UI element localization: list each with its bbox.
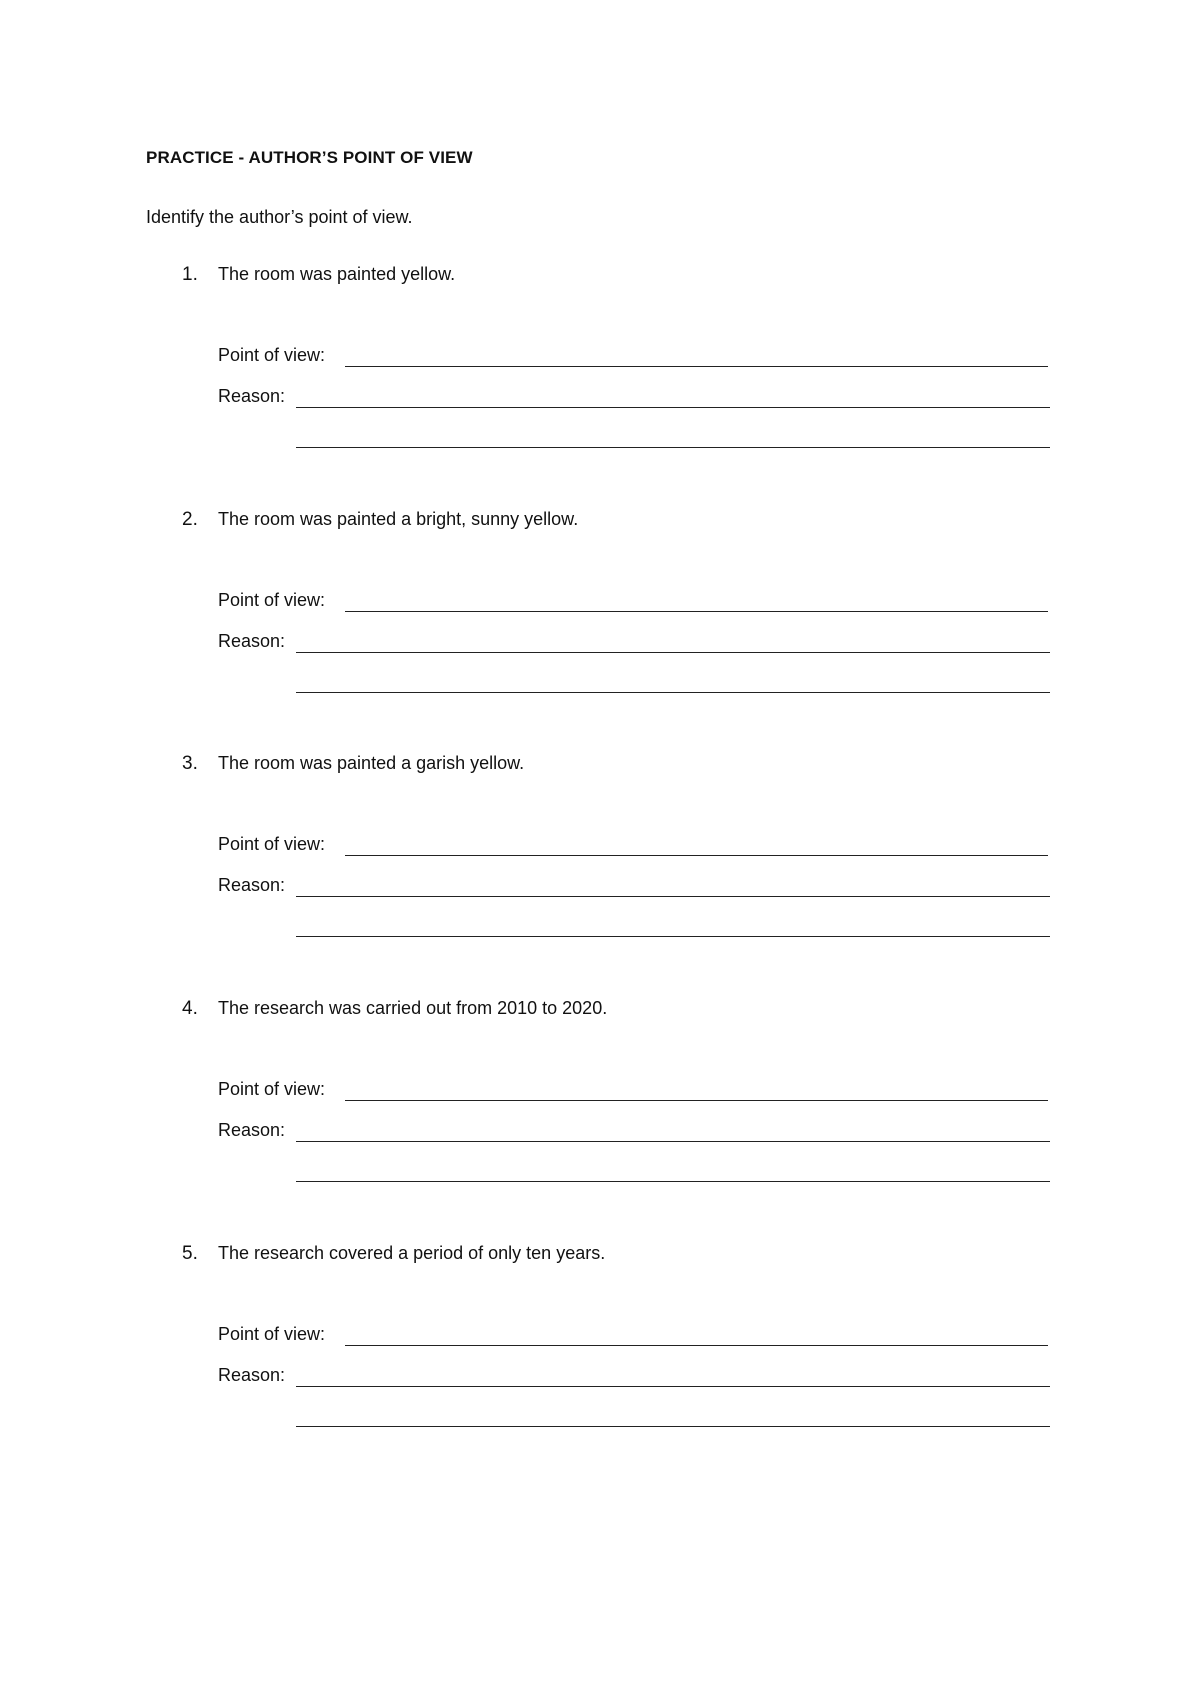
question-item — [0, 1243, 1200, 1443]
reason-answer-line[interactable] — [296, 407, 1050, 408]
point-of-view-answer-line[interactable] — [345, 1100, 1048, 1101]
question-item — [0, 509, 1200, 709]
reason-label: Reason: — [218, 631, 286, 651]
reason-label: Reason: — [218, 1120, 286, 1140]
reason-answer-line[interactable] — [296, 1386, 1050, 1387]
question-number: 1. — [182, 264, 198, 285]
question-text: The room was painted a garish yellow. — [218, 753, 525, 773]
reason-answer-line-2[interactable] — [296, 1426, 1050, 1427]
question-item — [0, 998, 1200, 1198]
reason-answer-line[interactable] — [296, 1141, 1050, 1142]
point-of-view-label: Point of view: — [218, 834, 326, 854]
question-item — [0, 264, 1200, 464]
reason-answer-line-2[interactable] — [296, 447, 1050, 448]
reason-answer-line-2[interactable] — [296, 936, 1050, 937]
question-number: 4. — [182, 998, 198, 1019]
question-text: The room was painted yellow. — [218, 264, 456, 284]
point-of-view-label: Point of view: — [218, 345, 326, 365]
point-of-view-label: Point of view: — [218, 1324, 326, 1344]
point-of-view-label: Point of view: — [218, 1079, 326, 1099]
question-item — [0, 753, 1200, 953]
question-text: The research was carried out from 2010 to 2020. — [218, 998, 608, 1018]
question-number: 2. — [182, 509, 198, 530]
point-of-view-answer-line[interactable] — [345, 855, 1048, 856]
reason-answer-line[interactable] — [296, 896, 1050, 897]
point-of-view-answer-line[interactable] — [345, 366, 1048, 367]
point-of-view-answer-line[interactable] — [345, 611, 1048, 612]
question-number: 3. — [182, 753, 198, 774]
worksheet-title: PRACTICE - AUTHOR’S POINT OF VIEW — [146, 148, 473, 167]
point-of-view-answer-line[interactable] — [345, 1345, 1048, 1346]
reason-answer-line[interactable] — [296, 652, 1050, 653]
question-text: The room was painted a bright, sunny yellow. — [218, 509, 579, 529]
point-of-view-label: Point of view: — [218, 590, 326, 610]
reason-label: Reason: — [218, 1365, 286, 1385]
reason-answer-line-2[interactable] — [296, 1181, 1050, 1182]
reason-answer-line-2[interactable] — [296, 692, 1050, 693]
question-text: The research covered a period of only ten years. — [218, 1243, 606, 1263]
reason-label: Reason: — [218, 875, 286, 895]
worksheet-instruction: Identify the author’s point of view. — [146, 207, 413, 227]
question-number: 5. — [182, 1243, 198, 1264]
reason-label: Reason: — [218, 386, 286, 406]
